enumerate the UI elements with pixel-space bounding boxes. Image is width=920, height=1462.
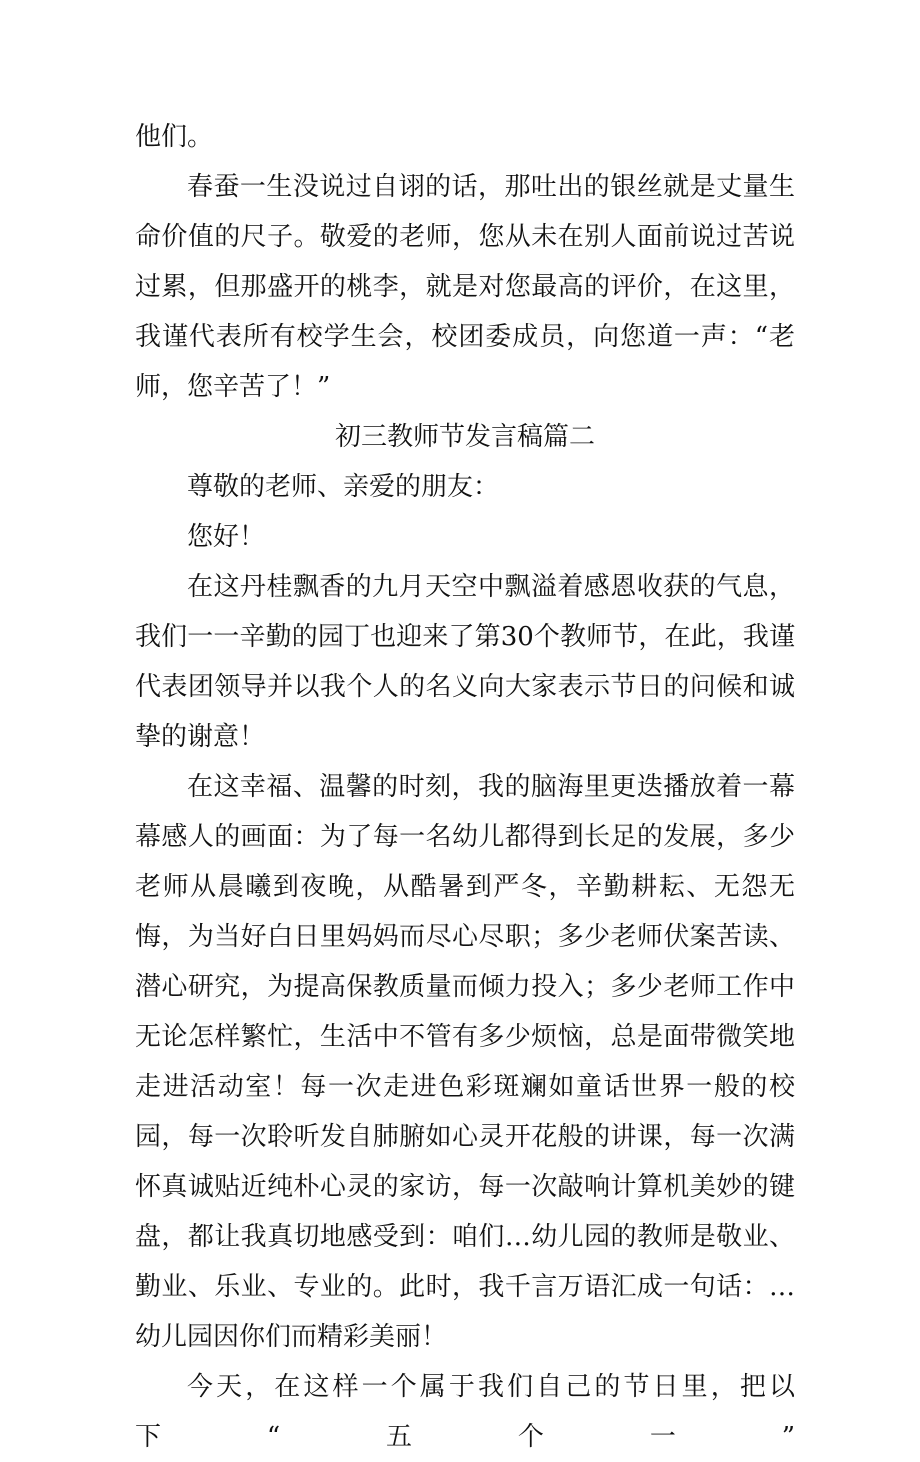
paragraph-continuation: 他们。 — [135, 122, 214, 152]
paragraph-greeting: 您好！ — [187, 522, 266, 552]
paragraph-silkworm: 春蚕一生没说过自诩的话，那吐出的银丝就是丈量生命价值的尺子。敬爱的老师，您从未在别人面前说过苦说过累，但那盛开的桃李，就是对您最高的评价，在这里，我谨代表所有校学生会，校团委成员，向您道一声：“老师，您辛苦了！” — [135, 172, 795, 402]
paragraph-salutation: 尊敬的老师、亲爱的朋友： — [187, 472, 500, 502]
document-body — [135, 112, 795, 1462]
paragraph-today: 今天，在这样一个属于我们自己的节日里，把以下“五个一” — [135, 1372, 795, 1452]
paragraph-memories: 在这幸福、温馨的时刻，我的脑海里更迭播放着一幕幕感人的画面：为了每一名幼儿都得到长足的发展，多少老师从晨曦到夜晚，从酷暑到严冬，辛勤耕耘、无怨无悔，为当好白日里妈妈而尽心尽职；多少老师伏案苦读、潜心研究，为提高保教质量而倾力投入；多少老师工作中无论怎样繁忙，生活中不管有多少烦恼，总是面带微笑地走进活动室！每一次走进色彩斑斓如童话世界一般的校园，每一次聆听发自肺腑如心灵开花般的讲课，每一次满怀真诚贴近纯朴心灵的家访，每一次敲响计算机美妙的键盘，都让我真切地感受到：咱们…幼儿园的教师是敬业、勤业、乐业、专业的。此时，我千言万语汇成一句话：…幼儿园因你们而精彩美丽！ — [135, 772, 795, 1352]
paragraph-september: 在这丹桂飘香的九月天空中飘溢着感恩收获的气息，我们一一辛勤的园丁也迎来了第30个教师节，在此，我谨代表团领导并以我个人的名义向大家表示节日的问候和诚挚的谢意！ — [135, 572, 795, 752]
section-heading: 初三教师节发言稿篇二 — [334, 422, 595, 452]
